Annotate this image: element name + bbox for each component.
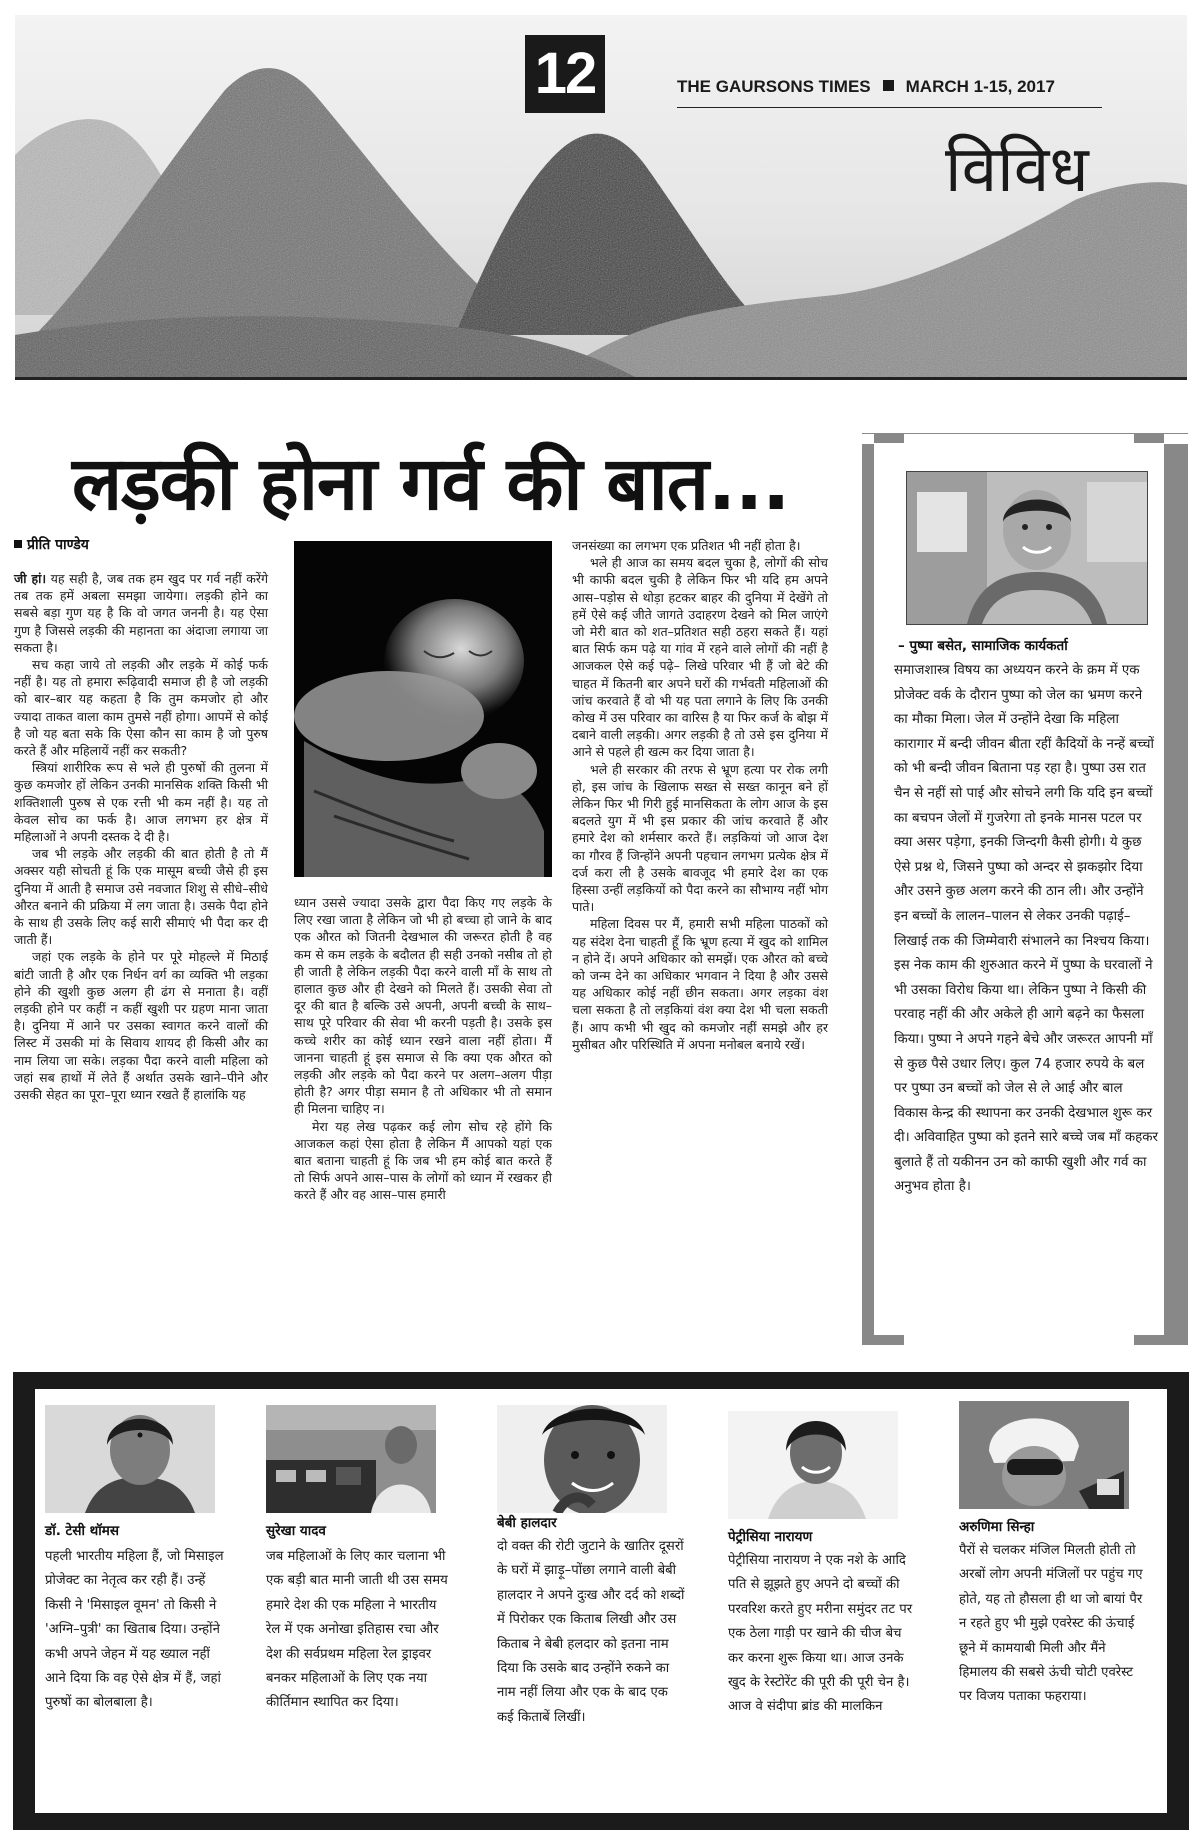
profile-name: अरुणिमा सिन्हा	[959, 1519, 1035, 1535]
newborn-hands-photo	[294, 541, 552, 877]
profile-name: सुरेखा यादव	[266, 1523, 326, 1539]
lead-words: जी हां।	[14, 571, 47, 586]
frame-corner	[1134, 433, 1164, 443]
paragraph: ध्यान उससे ज्यादा उसके द्वारा पैदा किए गए लड़के के लिए रखा जाता है लेकिन जो भी हो बच्चा हो जाने के बाद एक औरत को जितनी देखभाल की जरूरत होती है वह कम से कम लड़के के बदौलत ही सही उनको नसीब तो हो ही जाती है लेकिन लड़की पैदा करने वाली माँ के साथ तो हालात कुछ और ही देखने को मिलते हैं। उसकी सेवा तो दूर की बात है बल्कि उसे अपनी, अपनी बच्ची के साथ–साथ पूरे परिवार की सेवा भी करनी पड़ती है। उसके इस कच्चे शरीर का कोई ध्यान रखने वाला नहीं होता। मैं जानना चाहती हूं इस समाज से कि क्या एक औरत को लड़की और लड़के को पैदा करने पर अलग–अलग पीड़ा होती है? अगर पीड़ा समान है तो अधिकार भी तो समान ही मिलना चाहिए न।	[294, 895, 552, 1117]
baby-haldar-photo	[497, 1405, 667, 1513]
patricia-narayan-photo	[728, 1411, 898, 1519]
header-banner	[15, 15, 1187, 380]
profile-name: डॉ. टेसी थॉमस	[45, 1523, 119, 1539]
profile-text: पेट्रीसिया नारायण ने एक नशे के आदि पति से झूझते हुए अपने दो बच्चों की परवरिश करते हुए मरीना समुंदर तट पर एक ठेला गाड़ी पर खाने की चीज बेच कर करना शुरू किया था। आज उनके खुद के रेस्टोरेंट की पूरी की पूरी चेन है। आज वे संदीपा ब्रांड की मालकिन	[728, 1553, 913, 1715]
paragraph: महिला दिवस पर मैं, हमारी सभी महिला पाठकों को यह संदेश देना चाहती हूँ कि भ्रूण हत्या में खुद को शामिल न होने दें। अपने अधिकार को समझें। एक औरत को बच्चे को जन्म देने का अधिकार भगवान ने दिया है और उससे यह अधिकार कोई नहीं छीन सकता। अगर लड़का वंश चला सकता है तो लड़कियां वंश क्या देश भी चला सकती हैं। आप कभी भी खुद को कमजोर नहीं समझे और हर मुसीबत और परिस्थिति में अपना मनोबल बनाये रखें।	[572, 916, 828, 1052]
square-bullet-icon	[14, 540, 22, 548]
sidebar-caption: – पुष्पा बसेत, सामाजिक कार्यकर्ता	[898, 638, 1068, 654]
paragraph: भले ही सरकार की तरफ से भ्रूण हत्या पर रोक लगी हो, इस जांच के खिलाफ सख्त से सख्त कानून बने हों लेकिन फिर भी गिरी हुई मानसिकता के लोग आज के इस बदलते युग में भी इस प्रकार की जांच करवाते हैं और हमारे देश को शर्मसार करते हैं। लड़कियां जो आज देश का गौरव हैं जिन्होंने अपनी पहचान लगभग प्रत्येक क्षेत्र में दर्ज करा ली है उसके बावजूद भी हमारे देश का एक हिस्सा उन्हीं लड़कियों को पैदा करने का सौभाग्य नहीं भोग पाते।	[572, 761, 828, 915]
paragraph: जहां एक लड़के के होने पर पूरे मोहल्ले में मिठाई बांटी जाती है और एक निर्धन वर्ग का व्यक्ति भी लड़का होने की खुशी कुछ अलग ही ढंग से मनाता है। वहीं लड़की होने पर कहीं न कहीं खुशी पर ग्रहण माना जाता है। दुनिया में आने पर उसका स्वागत करने वालों की लिस्ट में उसकी मां के सिवाय शायद ही किसी और का नाम लिया जा सके। लड़का पैदा करने वाली महिला को जहां सब हाथों में लेते हैं अर्थात उसके खाने–पीने और उसकी सेहत का पूरा–पूरा ध्यान रखते हैं हालांकि यह	[14, 949, 268, 1103]
masthead-rule	[677, 107, 1102, 108]
frame-bar-left	[862, 433, 874, 1345]
profile-name: पेट्रीसिया नारायण	[728, 1529, 813, 1545]
article-column-2	[294, 894, 552, 1204]
pushpa-portrait-photo	[906, 471, 1148, 625]
byline	[14, 535, 89, 554]
article-headline: लड़की होना गर्व की बात...	[72, 441, 790, 527]
sidebar-text: समाजशास्त्र विषय का अध्ययन करने के क्रम में एक प्रोजेक्ट वर्क के दौरान पुष्पा को जेल का भ्रमण करने का मौका मिला। जेल में उन्होंने देखा कि महिला कारागार में बन्दी जीवन बीता रहीं कैदियों के नन्हें बच्चों को भी बन्दी जीवन बिताना पड़ रहा है। पुष्पा उस रात चैन से नहीं सो पाई और सोचने लगी कि यदि इन बच्चों का बचपन जेलों में गुजरेगा तो इनके मानस पटल पर क्या असर पड़ेगा, इनकी जिन्दगी कैसी होगी। ये कुछ ऐसे प्रश्न थे, जिसने पुष्पा को अन्दर से झकझोर दिया और उसने कुछ अलग करने की ठान ली। और उन्होंने इन बच्चों के लालन–पालन से लेकर उनकी पढ़ाई–लिखाई तक की जिम्मेवारी संभालने का निश्चय किया। इस नेक काम की शुरुआत करने में पुष्पा के घरवालों ने भी उसका विरोध किया था। लेकिन पुष्पा ने किसी की परवाह नहीं की और अकेले ही आगे बढ़ने का फैसला किया। पुष्पा ने अपने गहने बेचे और जरूरत आपनी माँ से कुछ पैसे उधार लिए। कुल 74 हजार रुपये के बल पर पुष्पा उन बच्चों को जेल से ले आई और बाल विकास केन्द्र की स्थापना कर उनकी देखभाल शुरू कर दी। अविवाहित पुष्पा को इतने सारे बच्चे जब माँ कहकर बुलाते हैं तो यकीनन उन को काफी खुशी और गर्व का अनुभव होता है।	[894, 663, 1159, 1195]
section-label: विविध	[945, 133, 1089, 207]
masthead	[677, 77, 1055, 97]
sidebar-profile-box	[862, 433, 1188, 1345]
paragraph	[14, 570, 268, 656]
frame-bar-right	[1164, 433, 1188, 1345]
paragraph: स्त्रियां शारीरिक रूप से भले ही पुरुषों की तुलना में कुछ कमजोर हों लेकिन उनकी मानसिक शक्ति किसी भी शक्तिशाली पुरुष से एक रत्ती भी कम नहीं है। यह तो केवल सोच का फर्क है। आज लगभग हर क्षेत्र में महिलाओं ने अपनी दस्तक दे दी है।	[14, 760, 268, 845]
article-column-1	[14, 570, 268, 1103]
issue-date: MARCH 1-15, 2017	[905, 77, 1055, 96]
profile-text: जब महिलाओं के लिए कार चलाना भी एक बड़ी बात मानी जाती थी उस समय हमारे देश की एक महिला ने भारतीय रेल में एक अनोखा इतिहास रचा और देश की सर्वप्रथम महिला रेल ड्राइवर बनकर महिलाओं के लिए एक नया कीर्तिमान स्थापित कर दिया।	[266, 1549, 448, 1711]
frame-corner	[874, 433, 904, 443]
frame-corner	[874, 1335, 904, 1345]
author-name: प्रीति पाण्डेय	[27, 537, 89, 553]
publication-name: THE GAURSONS TIMES	[677, 77, 871, 96]
profile-name: बेबी हालदार	[497, 1515, 557, 1531]
profile-text: पैरों से चलकर मंजिल मिलती होती तो अरबों लोग अपनी मंजिलों पर पहुंच गए होते, यह तो हौसला ही था जो बायां पैर न रहते हुए भी मुझे एवरेस्ट की ऊंचाई छूने में कामयाबी मिली और मैंने हिमालय की सबसे ऊंची चोटी एवरेस्ट पर विजय पताका फहराया।	[959, 1543, 1143, 1705]
frame-corner	[1134, 1335, 1164, 1345]
profile-text: दो वक्त की रोटी जुटाने के खातिर दूसरों के घरों में झाड़ू–पोंछा लगाने वाली बेबी हालदार ने अपने दुःख और दर्द को शब्दों में पिरोकर एक किताब लिखी और उस किताब ने बेबी हलदार को इतना नाम दिया कि उसके बाद उन्होंने रुकने का नाम नहीं लिया और एक के बाद एक कई किताबें लिखीं।	[497, 1539, 685, 1725]
tessy-thomas-photo	[45, 1405, 215, 1513]
paragraph: मेरा यह लेख पढ़कर कई लोग सोच रहे होंगे कि आजकल कहां ऐसा होता है लेकिन मैं आपको यहां एक बात बताना चाहती हूं कि जब भी हम कोई बात करते हैं तो सिर्फ अपने आस–पास के लोगों को ध्यान में रखकर ही करते हैं और वह आस–पास हमारी	[294, 1118, 552, 1203]
page-number: 12	[525, 35, 605, 113]
profile-text: पहली भारतीय महिला हैं, जो मिसाइल प्रोजेक्ट का नेतृत्व कर रही हैं। उन्हें किसी ने 'मिसाइल वूमन' तो किसी ने 'अग्नि–पुत्री' का खिताब दिया। उन्होंने कभी अपने जेहन में यह ख्याल नहीं आने दिया कि वह ऐसे क्षेत्र में हैं, जहां पुरुषों का बोलबाला है।	[45, 1549, 224, 1711]
arunima-sinha-photo	[959, 1401, 1129, 1509]
paragraph-text: यह सही है, जब तक हम खुद पर गर्व नहीं करेंगे तब तक हमें अबला समझा जायेगा। लड़की होने का सबसे बड़ा गुण यह है कि वो जगत जननी है। यह ऐसा गुण है जिससे लड़की की महानता का अंदाजा लगाया जा सकता है।	[14, 571, 269, 655]
paragraph: जनसंख्या का लगभग एक प्रतिशत भी नहीं होता है।	[572, 538, 801, 553]
achievers-panel	[35, 1389, 1167, 1813]
surekha-yadav-photo	[266, 1405, 436, 1513]
paragraph: जब भी लड़के और लड़की की बात होती है तो मैं अक्सर यही सोचती हूं कि एक मासूम बच्ची जैसे ही इस दुनिया में आती है समाज उसे नवजात शिशु से सीधे–सीधे औरत बनाने की प्रक्रिया में लग जाता है। उसके पैदा होने के साथ ही उसके लिए कई सारी सीमाएं भी पैदा कर दी जाती हैं।	[14, 846, 268, 948]
paragraph: भले ही आज का समय बदल चुका है, लोगों की सोच भी काफी बदल चुकी है लेकिन फिर भी यदि हम अपने आस–पड़ोस से थोड़ा हटकर बाहर की दुनिया में देखेंगे तो हमें ऐसे कई जीते जागते उदाहरण देखने को मिल जाएंगे जो मेरी बात को शत–प्रतिशत सही ठहरा सकते हैं। यहां बात सिर्फ कम पढ़े या गांव में रहने वाले लोगों की नहीं है आजकल ऐसे कई पढ़े– लिखे परिवार भी हैं जो बेटे की चाहत में कितनी बार अपने घरों की गर्भवती महिलाओं की जांच करवाते हैं वो भी यह पता लगाने के लिए कि उनकी कोख में उस परिवार का वारिस है या फिर कर्ज के बोझ में दबाने वाली लड़की। अगर लड़की है तो उसे इस दुनिया में आने से पहले ही खत्म कर दिया जाता है।	[572, 555, 828, 760]
square-bullet-icon	[883, 80, 894, 91]
article-column-3	[572, 537, 828, 1053]
paragraph: सच कहा जाये तो लड़की और लड़के में कोई फर्क नहीं है। यह तो हमारा रूढ़िवादी समाज ही है जो लड़की को बार–बार यह कहता है कि तुम कमजोर हो और ज्यादा ताकत वाला काम तुमसे नहीं होगा। आपमें से कोई है जो यह बता सके कि ऐसा कौन सा काम है जो पुरुष करते हैं और महिलायें नहीं कर सकती?	[14, 657, 268, 759]
women-achievers-strip	[13, 1372, 1189, 1830]
